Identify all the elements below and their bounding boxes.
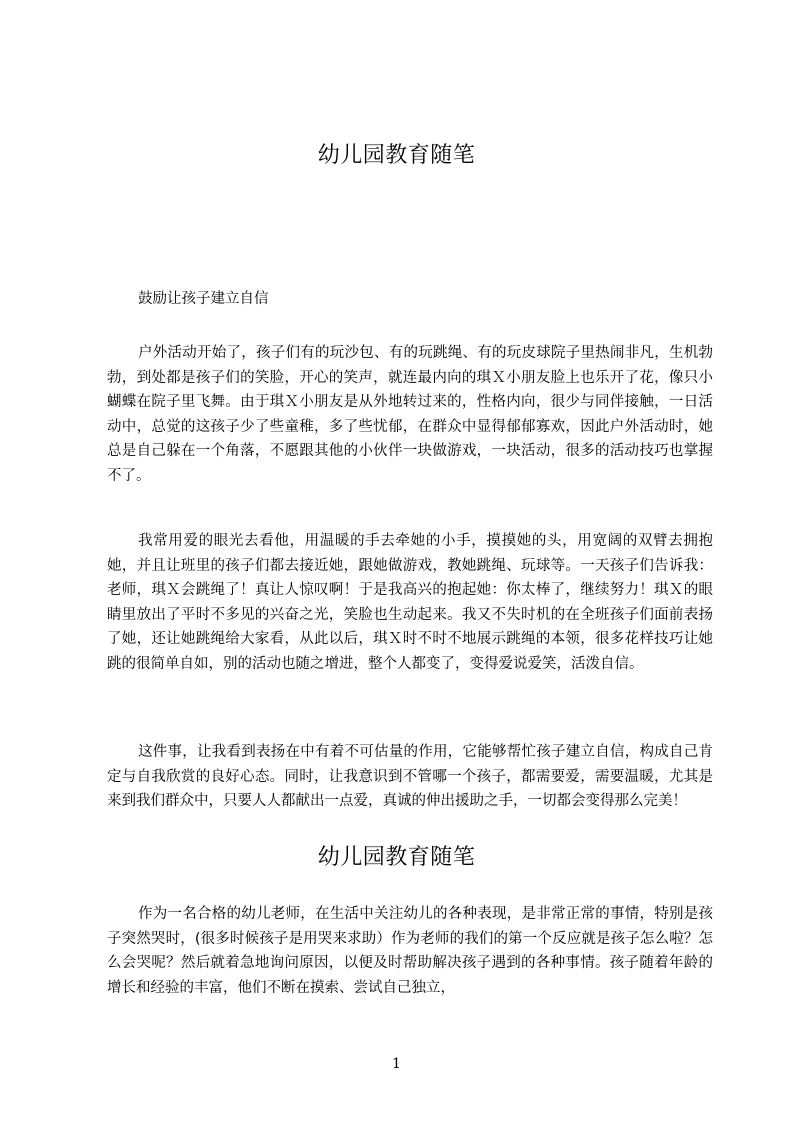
page-title: 幼儿园教育随笔 <box>317 143 476 168</box>
paragraph-3: 这件事，让我看到表扬在中有着不可估量的作用，它能够帮忙孩子建立自信，构成自己肯定与自我欣赏的良好心态。同时，让我意识到不管哪一个孩子，都需要爱，需要温暖，尤其是来到我们群众中，只要人人都献出一点爱，真诚的伸出援助之手，一切都会变得那么完美！ <box>107 744 713 809</box>
second-article-paragraph: 作为一名合格的幼儿老师，在生活中关注幼儿的各种表现，是非常正常的事情，特别是孩子突然哭时，(很多时候孩子是用哭来求助）作为老师的我们的第一个反应就是孩子怎么啦？怎么会哭呢？然后就着急地询问原因，以便及时帮助解决孩子遇到的各种事情。孩子随着年龄的增长和经验的丰富，他们不断在摸索、尝试自己独立， <box>107 906 713 996</box>
second-article-title: 幼儿园教育随笔 <box>317 845 476 870</box>
paragraph-1: 户外活动开始了，孩子们有的玩沙包、有的玩跳绳、有的玩皮球院子里热闹非凡，生机勃勃，到处都是孩子们的笑脸，开心的笑声，就连最内向的琪Ｘ小朋友脸上也乐开了花，像只小蝴蝶在院子里飞舞。由于琪Ｘ小朋友是从外地转过来的，性格内向，很少与同伴接触，一日活动中，总觉的这孩子少了些童稚，多了些忧郁，在群众中显得郁郁寡欢，因此户外活动时，她总是自己躲在一个角落，不愿跟其他的小伙伴一块做游戏，一块活动，很多的活动技巧也掌握不了。 <box>107 345 713 484</box>
page-number: 1 <box>392 1056 401 1072</box>
article-subtitle: 鼓励让孩子建立自信 <box>138 291 269 307</box>
paragraph-2: 我常用爱的眼光去看他，用温暖的手去牵她的小手，摸摸她的头，用宽阔的双臂去拥抱她，并且让班里的孩子们都去接近她，跟她做游戏，教她跳绳、玩球等。一天孩子们告诉我：老师，琪Ｘ会跳绳了！真让人惊叹啊！于是我高兴的抱起她：你太棒了，继续努力！琪Ｘ的眼睛里放出了平时不多见的兴奋之光，笑脸也生动起来。我又不失时机的在全班孩子们面前表扬了她，还让她跳绳给大家看，从此以后，琪Ｘ时不时不地展示跳绳的本领，很多花样技巧让她跳的很简单自如，别的活动也随之增进，整个人都变了，变得爱说爱笑，活泼自信。 <box>107 533 713 672</box>
